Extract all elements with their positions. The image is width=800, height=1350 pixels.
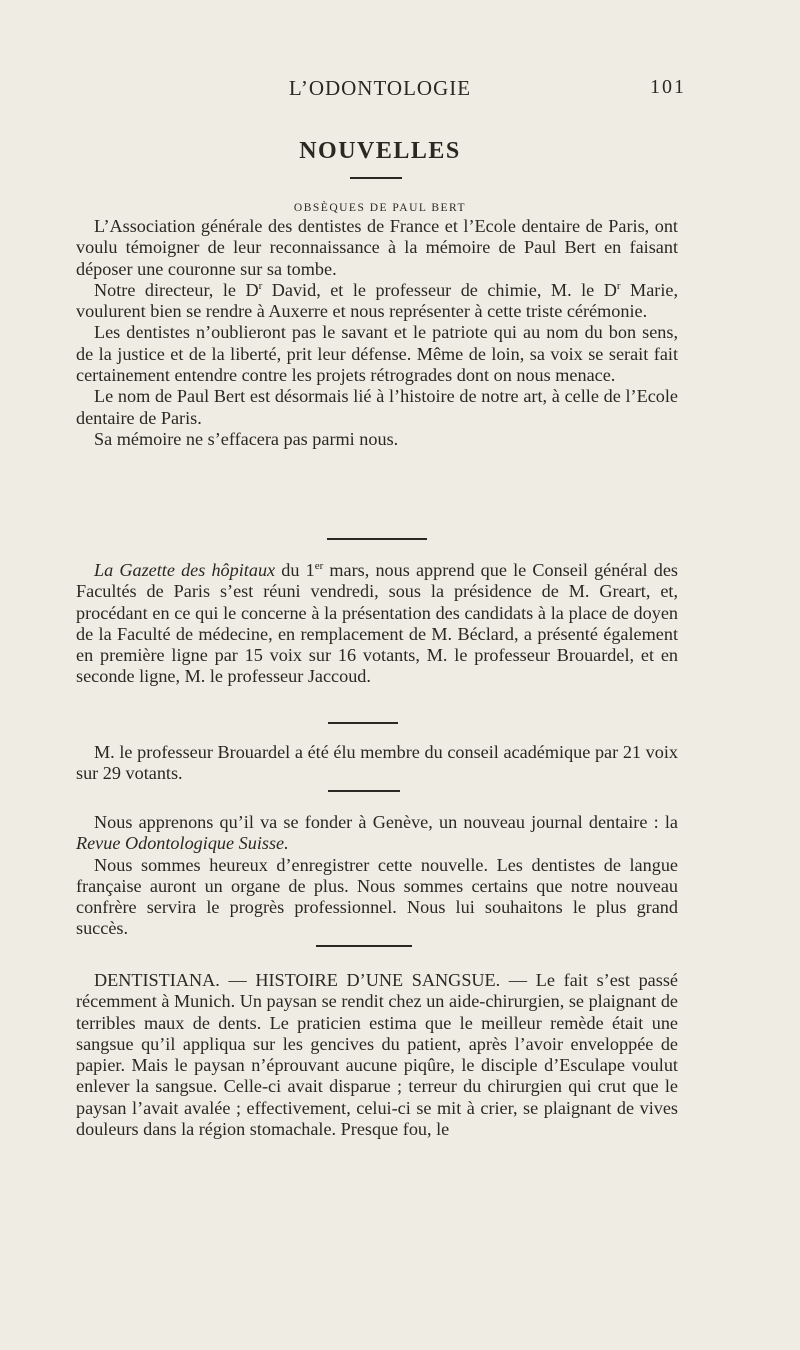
journal-title: La Gazette des hôpitaux — [94, 560, 276, 580]
article-subhead: OBSÈQUES DE PAUL BERT — [293, 202, 467, 214]
section-title: NOUVELLES — [299, 138, 461, 164]
paragraph: Sa mémoire ne s’effacera pas parmi nous. — [94, 428, 399, 449]
section-divider — [316, 945, 412, 947]
paragraph: Le nom de Paul Bert est désormais lié à l’histoire de notre art, à celle de l’Ecole dentaire de Paris. — [76, 386, 678, 428]
paragraph: DENTISTIANA. — HISTOIRE D’UNE SANGSUE. — Le fait s’est passé récemment à Munich. Un paysan se rendit chez un aide-chirurgien, se plaignant de terribles maux de dents. Le praticien estima que le meilleur remède était une sangsue qu’il appliqua sur les gencives du patient, après l’avoir enveloppée de papier. Mais le paysan n’éprouvant aucune piqûre, le disciple d’Esculape voulut enlever la sangsue. Celle-ci avait disparue ; terreur du chirurgien qui crut que le paysan l’avait avalée ; effectivement, celui-ci se mit à crier, se plaignant de vives douleurs dans la région stomachale. Presque fou, le — [76, 970, 678, 1140]
article-revue-suisse — [76, 812, 678, 940]
article-doyen — [76, 560, 678, 688]
journal-title: Revue Odontologique Suisse. — [76, 833, 289, 854]
page-header — [0, 76, 800, 106]
section-divider — [327, 538, 427, 540]
paragraph: Notre directeur, le $D^r$ David, et le professeur de chimie, M. le $D^r$ Marie, voulurent bien se rendre à Auxerre et nous représenter à cette triste cérémonie. — [76, 279, 678, 322]
article-dentistiana — [76, 970, 678, 1140]
section-divider — [328, 790, 400, 792]
running-title: L’ODONTOLOGIE — [288, 76, 472, 100]
paragraph: M. le professeur Brouardel a été élu membre du conseil académique par 21 voix sur 29 votants. — [76, 742, 678, 784]
paragraph: La Gazette des hôpitaux du 1er mars, nous apprend que le Conseil général des Facultés de Paris s’est réuni vendredi, sous la présidence de M. Greart, et, procédant en ce qui le concerne à la présentation des candidats à la place de doyen de la Faculté de médecine, en remplacement de M. Béclard, a présenté également en première ligne par 15 voix sur 16 votants, M. le professeur Brouardel, et en seconde ligne, M. le professeur Jaccoud. — [76, 559, 678, 687]
section-divider — [328, 722, 398, 724]
paragraph: Les dentistes n’oublieront pas le savant et le patriote qui au nom du bon sens, de la justice et de la liberté, prit leur défense. Même de loin, sa voix se serait fait certainement entendre contre les projets rétrogrades dont on nous menace. — [76, 322, 678, 386]
paragraph: Nous apprenons qu’il va se fonder à Genève, un nouveau journal dentaire : la Revue Odontologique Suisse. — [76, 812, 678, 854]
paragraph: L’Association générale des dentistes de France et l’Ecole dentaire de Paris, ont voulu témoigner de leur reconnaissance à la mémoire de Paul Bert en faisant déposer une couronne sur sa tombe. — [76, 216, 678, 279]
page-number: 101 — [650, 76, 686, 98]
article-brouardel — [76, 742, 678, 785]
article-paul-bert — [76, 216, 678, 450]
paragraph: Nous sommes heureux d’enregistrer cette nouvelle. Les dentistes de langue française auront un organe de plus. Nous sommes certains que notre nouveau confrère servira le progrès professionnel. Nous lui souhaitons le plus grand succès. — [76, 854, 678, 939]
title-rule — [350, 177, 402, 179]
